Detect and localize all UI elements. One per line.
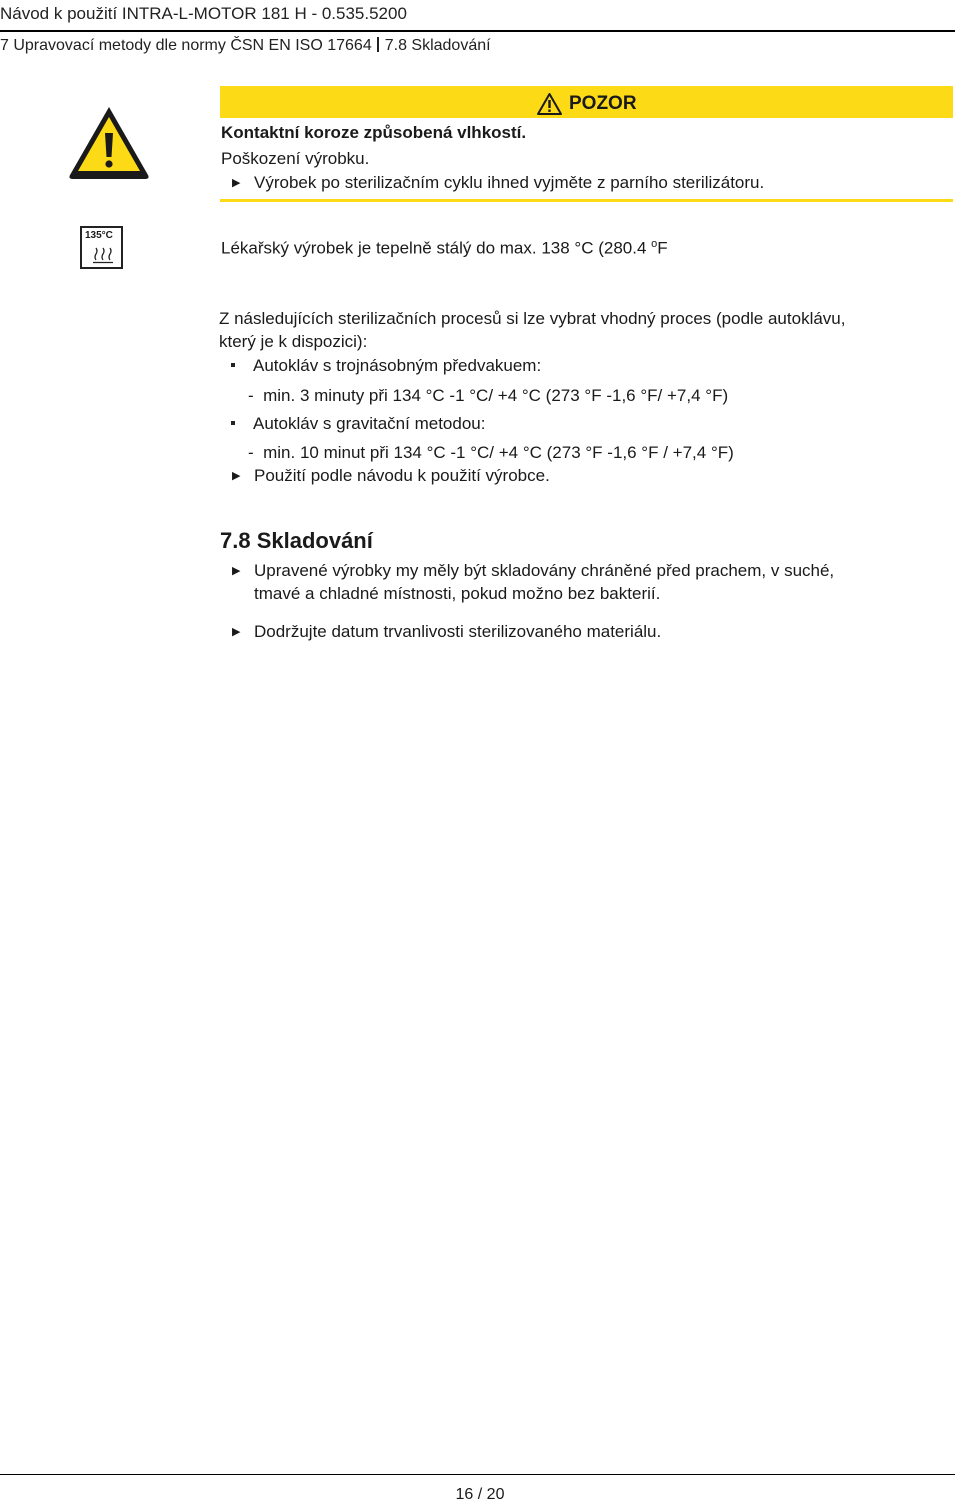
heat-waves-icon bbox=[93, 247, 113, 264]
arrow-bullet-icon: ▶ bbox=[232, 470, 241, 482]
procedure-instruction bbox=[232, 466, 550, 486]
warning-triangle-icon bbox=[536, 92, 563, 116]
header-rule bbox=[0, 30, 955, 32]
procedure-item bbox=[231, 356, 541, 376]
heat-stability-degree: o bbox=[651, 238, 658, 250]
heat-stability-unit: F bbox=[657, 238, 668, 258]
procedure-name: Autokláv s trojnásobným předvakuem: bbox=[253, 356, 542, 375]
steam-heat-label: 135°C bbox=[85, 230, 113, 241]
heat-stability-main: Lékařský výrobek je tepelně stálý do max. 138 °C (280.4 bbox=[221, 238, 647, 258]
procedures-intro-line1: Z následujících sterilizačních procesů si lze vybrat vhodný proces (podle autoklávu, bbox=[219, 309, 846, 328]
dash-bullet: - bbox=[248, 386, 264, 405]
breadcrumb bbox=[0, 37, 491, 55]
procedure-detail-text: min. 10 minut při 134 °C -1 °C/ +4 °C (273 °F -1,6 °F / +7,4 °F) bbox=[263, 443, 734, 462]
procedure-detail bbox=[248, 386, 728, 406]
storage-item-text: Upravené výrobky my měly být skladovány chráněné před prachem, v suché, bbox=[254, 561, 835, 580]
procedure-name: Autokláv s gravitační metodou: bbox=[253, 414, 486, 433]
storage-item-continuation: tmavé a chladné místnosti, pokud možno bez bakterií. bbox=[254, 584, 661, 603]
square-bullet-icon bbox=[231, 421, 235, 425]
warning-action-text: Výrobek po sterilizačním cyklu ihned vyjměte z parního sterilizátoru. bbox=[254, 173, 765, 192]
steam-heat-icon bbox=[80, 226, 123, 269]
warning-sign-icon bbox=[66, 103, 152, 181]
arrow-bullet-icon: ▶ bbox=[232, 565, 241, 577]
breadcrumb-section: 7.8 Skladování bbox=[384, 37, 491, 54]
procedure-item bbox=[231, 414, 485, 434]
procedure-detail-text: min. 3 minuty při 134 °C -1 °C/ +4 °C (273 °F -1,6 °F/ +7,4 °F) bbox=[263, 386, 729, 405]
warning-label bbox=[536, 92, 637, 116]
warning-consequence: Poškození výrobku. bbox=[221, 149, 370, 168]
procedure-detail bbox=[248, 443, 734, 463]
dash-bullet: - bbox=[248, 443, 264, 462]
warning-label-text: POZOR bbox=[569, 93, 637, 114]
warning-title: Kontaktní koroze způsobená vlhkostí. bbox=[221, 123, 527, 142]
square-bullet-icon bbox=[231, 363, 235, 367]
warning-action bbox=[232, 173, 764, 193]
procedures-intro-line2: který je k dispozici): bbox=[219, 332, 368, 351]
heat-stability-text bbox=[221, 238, 668, 259]
storage-item bbox=[232, 561, 834, 581]
storage-item bbox=[232, 622, 661, 642]
procedure-instruction-text: Použití podle návodu k použití výrobce. bbox=[254, 466, 550, 485]
footer-rule bbox=[0, 1474, 955, 1475]
section-title: 7.8 Skladování bbox=[220, 528, 373, 553]
breadcrumb-chapter: 7 Upravovací metody dle normy ČSN EN ISO 17664 bbox=[0, 37, 372, 54]
arrow-bullet-icon: ▶ bbox=[232, 177, 241, 189]
document-title: Návod k použití INTRA-L-MOTOR 181 H - 0.535.5200 bbox=[0, 4, 407, 23]
warning-bottom-rule bbox=[220, 199, 953, 202]
storage-item-text: Dodržujte datum trvanlivosti sterilizovaného materiálu. bbox=[254, 622, 662, 641]
page-number: 16 / 20 bbox=[455, 1486, 505, 1503]
arrow-bullet-icon: ▶ bbox=[232, 626, 241, 638]
breadcrumb-separator bbox=[377, 37, 379, 52]
